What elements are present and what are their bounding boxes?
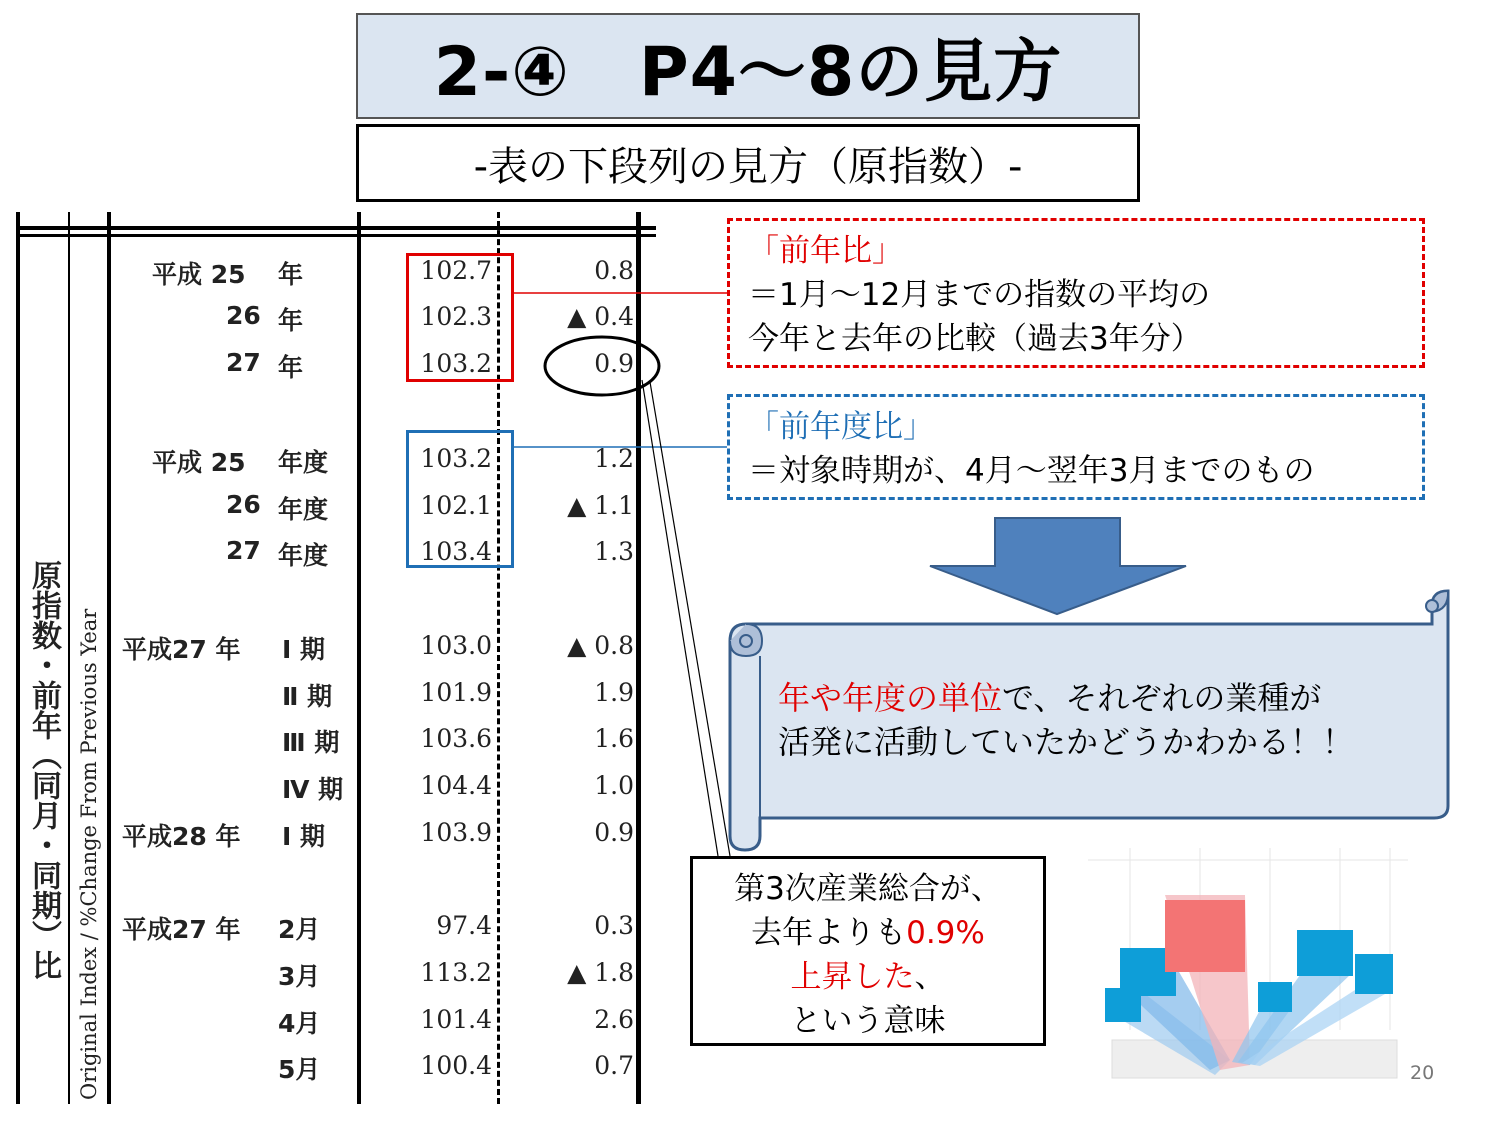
row-era: 26 [226, 490, 261, 519]
row-index: 103.6 [420, 724, 492, 753]
note-line2-b: 0.9% [906, 915, 985, 951]
row-unit: 年度 [278, 448, 329, 477]
row-unit: 3月 [278, 962, 321, 991]
year-callout-line2: 今年と去年の比較（過去3年分） [748, 321, 1202, 357]
row-era: 27 [226, 536, 261, 565]
row-unit: Ⅲ 期 [282, 728, 340, 757]
row-change: ▲ 0.4 [567, 302, 634, 331]
row-index: 103.4 [420, 537, 492, 566]
row-index: 102.7 [420, 256, 492, 285]
side-label-en: Original Index / %Change From Previous Year [77, 608, 101, 1100]
row-change: 1.6 [594, 724, 634, 753]
note-line1: 第3次産業総合が、 [734, 871, 1002, 907]
row-era: 平成 25 [152, 448, 246, 477]
row-era: 平成 25 [152, 260, 246, 289]
note-line3: 上昇した [790, 959, 915, 995]
row-change: 2.6 [594, 1005, 634, 1034]
down-arrow [930, 518, 1186, 614]
row-change: 0.8 [594, 256, 634, 285]
row-change: ▲ 1.1 [567, 491, 634, 520]
row-unit: 年度 [278, 495, 329, 524]
row-unit: Ⅳ 期 [282, 775, 344, 804]
scroll-highlight: 年や年度の単位 [778, 679, 1003, 717]
row-change: 1.2 [594, 444, 634, 473]
row-unit: 年度 [278, 541, 329, 570]
slide-title-text: 2-④ P4～8の見方 [433, 32, 1063, 112]
note-pointer-right [650, 382, 730, 856]
row-change: 0.9 [594, 349, 634, 378]
fiscal-callout-heading: 「前年度比」 [748, 409, 934, 445]
year-over-year-callout [727, 218, 1425, 368]
row-change: 1.0 [594, 771, 634, 800]
row-index: 100.4 [420, 1051, 492, 1080]
fiscal-callout-line1: ＝対象時期が、4月～翌年3月までのもの [748, 453, 1315, 489]
row-change: 0.9 [594, 818, 634, 847]
row-index: 102.3 [420, 302, 492, 331]
row-unit: 4月 [278, 1009, 321, 1038]
row-change: 0.7 [594, 1051, 634, 1080]
row-era: 平成27 年 [122, 915, 241, 944]
row-index: 103.2 [420, 444, 492, 473]
scroll-message [778, 676, 1418, 764]
row-unit: Ⅰ 期 [282, 822, 326, 851]
highlight-ellipse [545, 337, 659, 395]
row-era: 平成28 年 [122, 822, 241, 851]
note-line3-b: 、 [914, 959, 946, 995]
row-change: 0.3 [594, 911, 634, 940]
row-index: 101.9 [420, 678, 492, 707]
row-index: 103.2 [420, 349, 492, 378]
year-callout-heading: 「前年比」 [748, 233, 903, 269]
row-unit: 5月 [278, 1055, 321, 1084]
row-unit: 年 [278, 353, 304, 382]
scroll-line1-rest: で、それぞれの業種が [1002, 679, 1322, 717]
row-unit: 年 [278, 260, 304, 289]
scroll-line2: 活発に活動していたかどうかわかる！！ [778, 723, 1355, 761]
slide-subtitle-text: -表の下段列の見方（原指数）- [473, 143, 1023, 190]
row-index: 103.9 [420, 818, 492, 847]
row-unit: 年 [278, 306, 304, 335]
row-unit: 2月 [278, 915, 321, 944]
note-pointer-left [642, 380, 718, 856]
row-change: 1.3 [594, 537, 634, 566]
row-change: ▲ 1.8 [567, 958, 634, 987]
fiscal-year-callout [727, 394, 1425, 500]
note-line4: という意味 [790, 1003, 946, 1039]
explanation-note [690, 856, 1046, 1046]
row-index: 113.2 [420, 958, 492, 987]
row-index: 102.1 [420, 491, 492, 520]
page-number: 20 [1410, 1062, 1435, 1084]
row-era: 27 [226, 348, 261, 377]
row-index: 97.4 [436, 911, 492, 940]
row-unit: Ⅱ 期 [282, 682, 333, 711]
row-index: 101.4 [420, 1005, 492, 1034]
row-change: ▲ 0.8 [567, 631, 634, 660]
note-line2-a: 去年よりも [751, 915, 907, 951]
row-era: 平成27 年 [122, 635, 241, 664]
year-callout-line1: ＝1月～12月までの指数の平均の [748, 277, 1211, 313]
row-era: 26 [226, 301, 261, 330]
chart-clipart [1088, 848, 1408, 1080]
row-unit: Ⅰ 期 [282, 635, 326, 664]
side-label-jp: 原指数・前年（同月・同期）比 [26, 560, 61, 980]
row-index: 104.4 [420, 771, 492, 800]
row-index: 103.0 [420, 631, 492, 660]
row-change: 1.9 [594, 678, 634, 707]
